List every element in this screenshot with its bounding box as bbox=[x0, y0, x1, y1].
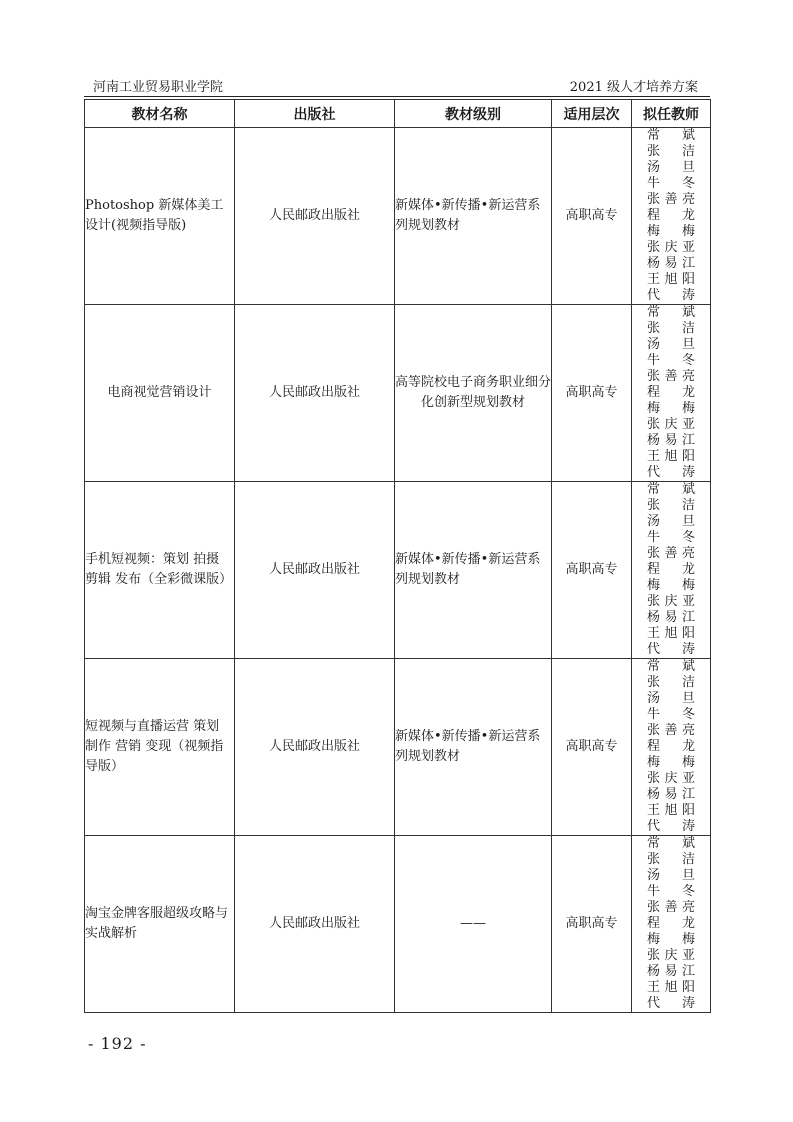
teacher-name: 汤 旦 bbox=[647, 691, 695, 706]
teachers-cell bbox=[632, 128, 711, 305]
teacher-name: 常 斌 bbox=[647, 836, 695, 851]
teacher-name: 张 洁 bbox=[647, 144, 695, 159]
column-header-publisher: 出版社 bbox=[235, 100, 395, 128]
teachers-cell bbox=[632, 482, 711, 659]
teachers-cell bbox=[632, 305, 711, 482]
column-header-textbook-level: 教材级别 bbox=[395, 100, 552, 128]
applicable-tier-cell: 高职高专 bbox=[552, 482, 632, 659]
teacher-name: 程 龙 bbox=[647, 562, 695, 577]
publisher-cell: 人民邮政出版社 bbox=[235, 482, 395, 659]
applicable-tier-cell: 高职高专 bbox=[552, 659, 632, 836]
applicable-tier-cell: 高职高专 bbox=[552, 128, 632, 305]
teacher-name: 牛 冬 bbox=[647, 530, 695, 545]
column-header-textbook-name: 教材名称 bbox=[85, 100, 235, 128]
teacher-name: 代 涛 bbox=[647, 642, 695, 657]
header-institution: 河南工业贸易职业学院 bbox=[93, 80, 224, 95]
textbook-level-cell: 新媒体•新传播•新运营系列规划教材 bbox=[395, 482, 552, 659]
teacher-name: 程 龙 bbox=[647, 739, 695, 754]
teacher-name: 常 斌 bbox=[647, 659, 695, 674]
textbook-level-cell: 新媒体•新传播•新运营系列规划教材 bbox=[395, 128, 552, 305]
teacher-name: 常 斌 bbox=[647, 482, 695, 497]
teacher-name: 王旭阳 bbox=[647, 449, 695, 464]
teacher-name: 王旭阳 bbox=[647, 626, 695, 641]
teacher-name: 杨易江 bbox=[647, 787, 695, 802]
textbook-name-cell: 手机短视频：策划 拍摄 剪辑 发布（全彩微课版） bbox=[85, 482, 235, 659]
column-header-teachers: 拟任教师 bbox=[632, 100, 711, 128]
teacher-name: 张庆亚 bbox=[647, 240, 695, 255]
teacher-name: 张 洁 bbox=[647, 675, 695, 690]
teacher-name: 程 龙 bbox=[647, 385, 695, 400]
publisher-cell: 人民邮政出版社 bbox=[235, 659, 395, 836]
teacher-name: 张庆亚 bbox=[647, 594, 695, 609]
teacher-name: 王旭阳 bbox=[647, 980, 695, 995]
textbook-level-cell: 高等院校电子商务职业细分化创新型规划教材 bbox=[395, 305, 552, 482]
publisher-cell: 人民邮政出版社 bbox=[235, 128, 395, 305]
textbook-name-cell: 淘宝金牌客服超级攻略与实战解析 bbox=[85, 836, 235, 1013]
teacher-name: 张 洁 bbox=[647, 852, 695, 867]
header-divider bbox=[84, 96, 710, 97]
teacher-list bbox=[647, 659, 695, 835]
textbook-name-cell: 电商视觉营销设计 bbox=[85, 305, 235, 482]
applicable-tier-cell: 高职高专 bbox=[552, 836, 632, 1013]
teacher-name: 张庆亚 bbox=[647, 417, 695, 432]
teacher-name: 梅 梅 bbox=[647, 932, 695, 947]
table-row bbox=[85, 128, 711, 305]
column-header-applicable-tier: 适用层次 bbox=[552, 100, 632, 128]
teacher-name: 代 涛 bbox=[647, 819, 695, 834]
teacher-name: 代 涛 bbox=[647, 996, 695, 1011]
teacher-name: 王旭阳 bbox=[647, 803, 695, 818]
table-header-row bbox=[85, 100, 711, 128]
teacher-name: 张 洁 bbox=[647, 498, 695, 513]
teacher-name: 杨易江 bbox=[647, 433, 695, 448]
publisher-cell: 人民邮政出版社 bbox=[235, 836, 395, 1013]
textbook-name-cell: Photoshop 新媒体美工设计(视频指导版) bbox=[85, 128, 235, 305]
teacher-name: 杨易江 bbox=[647, 610, 695, 625]
teacher-name: 梅 梅 bbox=[647, 755, 695, 770]
teacher-name: 王旭阳 bbox=[647, 272, 695, 287]
teacher-name: 张庆亚 bbox=[647, 771, 695, 786]
table-row bbox=[85, 482, 711, 659]
teacher-name: 张庆亚 bbox=[647, 948, 695, 963]
teacher-name: 牛 冬 bbox=[647, 884, 695, 899]
textbook-name-cell: 短视频与直播运营 策划 制作 营销 变现（视频指导版） bbox=[85, 659, 235, 836]
teacher-list bbox=[647, 482, 695, 658]
teachers-cell bbox=[632, 836, 711, 1013]
teacher-name: 牛 冬 bbox=[647, 176, 695, 191]
teacher-name: 代 涛 bbox=[647, 288, 695, 303]
teacher-name: 汤 旦 bbox=[647, 160, 695, 175]
teacher-list bbox=[647, 305, 695, 481]
table-row bbox=[85, 305, 711, 482]
teacher-name: 张善亮 bbox=[647, 723, 695, 738]
teacher-name: 代 涛 bbox=[647, 465, 695, 480]
teacher-name: 杨易江 bbox=[647, 964, 695, 979]
teacher-name: 常 斌 bbox=[647, 128, 695, 143]
teacher-name: 牛 冬 bbox=[647, 707, 695, 722]
teacher-name: 杨易江 bbox=[647, 256, 695, 271]
teacher-name: 梅 梅 bbox=[647, 224, 695, 239]
publisher-cell: 人民邮政出版社 bbox=[235, 305, 395, 482]
table-row bbox=[85, 836, 711, 1013]
teachers-cell bbox=[632, 659, 711, 836]
teacher-name: 牛 冬 bbox=[647, 353, 695, 368]
teacher-name: 张善亮 bbox=[647, 546, 695, 561]
teacher-list bbox=[647, 128, 695, 304]
table-row bbox=[85, 659, 711, 836]
teacher-name: 汤 旦 bbox=[647, 868, 695, 883]
teacher-name: 程 龙 bbox=[647, 916, 695, 931]
teacher-name: 汤 旦 bbox=[647, 337, 695, 352]
teacher-name: 张善亮 bbox=[647, 900, 695, 915]
teacher-name: 常 斌 bbox=[647, 305, 695, 320]
textbook-table bbox=[84, 99, 711, 1013]
teacher-name: 汤 旦 bbox=[647, 514, 695, 529]
teacher-name: 张善亮 bbox=[647, 192, 695, 207]
teacher-name: 梅 梅 bbox=[647, 401, 695, 416]
teacher-name: 梅 梅 bbox=[647, 578, 695, 593]
textbook-level-cell: —— bbox=[395, 836, 552, 1013]
textbook-level-cell: 新媒体•新传播•新运营系列规划教材 bbox=[395, 659, 552, 836]
applicable-tier-cell: 高职高专 bbox=[552, 305, 632, 482]
teacher-name: 张 洁 bbox=[647, 321, 695, 336]
header-plan-title: 2021 级人才培养方案 bbox=[569, 80, 698, 95]
teacher-name: 张善亮 bbox=[647, 369, 695, 384]
teacher-name: 程 龙 bbox=[647, 208, 695, 223]
page-number: - 192 - bbox=[88, 1034, 147, 1053]
teacher-list bbox=[647, 836, 695, 1012]
